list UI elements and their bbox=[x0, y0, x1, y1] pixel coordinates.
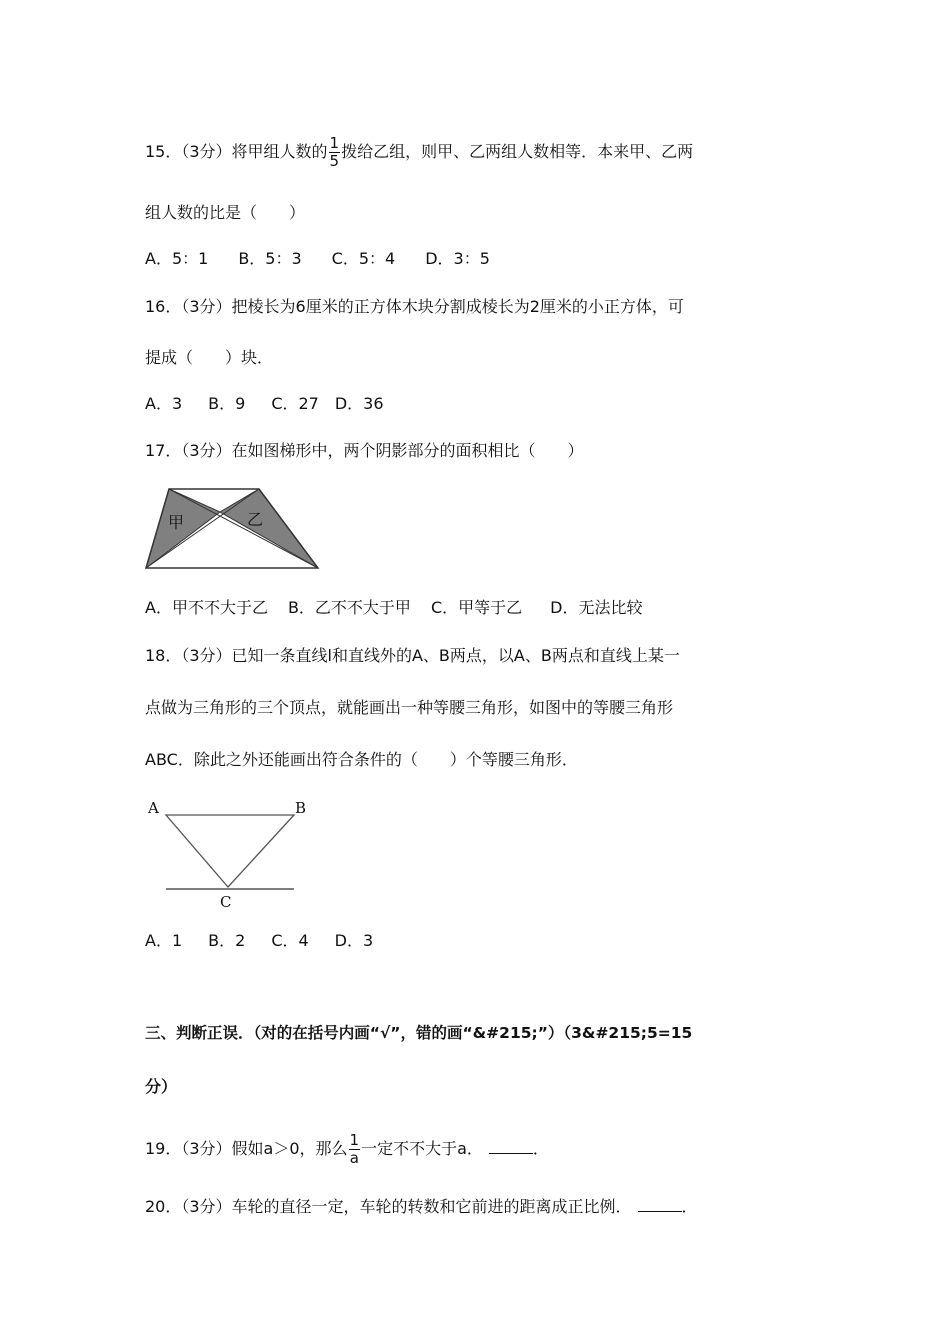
q17-options bbox=[145, 596, 642, 620]
q15-option-b[interactable]: B．5：3 bbox=[238, 249, 302, 268]
q16-line2: 提成（ ）块． bbox=[145, 348, 274, 367]
q16-option-b[interactable]: B．9 bbox=[208, 394, 246, 413]
label-jia: 甲 bbox=[168, 513, 185, 532]
q15-fraction: $\frac{1}{5}$ bbox=[329, 134, 340, 170]
q16-options bbox=[145, 392, 384, 416]
q19-line: 19．（3分）假如a＞0，那么 $\frac{1}{a}$ 一定不不大于a． ． bbox=[145, 1131, 549, 1167]
q20-line: 20．（3分）车轮的直径一定，车轮的转数和它前进的距离成正比例． ． bbox=[145, 1197, 698, 1216]
q20-text: 20．（3分）车轮的直径一定，车轮的转数和它前进的距离成正比例． bbox=[145, 1197, 632, 1216]
q15-suffix: 拨给乙组，则甲、乙两组人数相等．本来甲、乙两 bbox=[341, 142, 694, 161]
label-c: C bbox=[220, 893, 232, 911]
q19-answer-blank[interactable] bbox=[489, 1137, 533, 1154]
q15-prefix: 15．（3分）将甲组人数的 bbox=[145, 142, 328, 161]
q17-option-b[interactable]: B．乙不不大于甲 bbox=[287, 598, 411, 617]
q17-option-d[interactable]: D．无法比较 bbox=[550, 598, 643, 617]
shade-yi bbox=[220, 489, 318, 568]
q15-option-c[interactable]: C．5：4 bbox=[331, 249, 396, 268]
q19-fraction: $\frac{1}{a}$ bbox=[349, 1131, 360, 1167]
q17-option-c[interactable]: C．甲等于乙 bbox=[430, 598, 523, 617]
trapezoid-figure bbox=[144, 486, 322, 572]
q18-option-b[interactable]: B．2 bbox=[208, 931, 246, 950]
q18-line3: ABC．除此之外还能画出符合条件的（ ）个等腰三角形． bbox=[145, 750, 578, 769]
section3-heading-line1: 三、判断正误．（对的在括号内画“√”，错的画“&#215;”）（3&#215;5=15 bbox=[145, 1024, 693, 1042]
label-b: B bbox=[295, 799, 307, 817]
q18-option-d[interactable]: D．3 bbox=[334, 931, 374, 950]
q19-suffix: 一定不不大于a． bbox=[361, 1139, 483, 1158]
section3-heading-line2: 分） bbox=[145, 1077, 178, 1096]
q15-options bbox=[145, 247, 490, 271]
q20-answer-blank[interactable] bbox=[638, 1195, 682, 1212]
q18-option-a[interactable]: A．1 bbox=[145, 931, 183, 950]
label-a: A bbox=[148, 799, 159, 817]
label-yi: 乙 bbox=[247, 510, 264, 529]
q17-option-a[interactable]: A．甲不不大于乙 bbox=[145, 598, 268, 617]
q16-option-a[interactable]: A．3 bbox=[145, 394, 183, 413]
q15-option-d[interactable]: D．3：5 bbox=[425, 249, 490, 268]
q16-line1: 16．（3分）把棱长为6厘米的正方体木块分割成棱长为2厘米的小正方体，可 bbox=[145, 297, 684, 316]
q18-line1: 18．（3分）已知一条直线l和直线外的A、B两点，以A、B两点和直线上某一 bbox=[145, 646, 680, 665]
q18-line2: 点做为三角形的三个顶点，就能画出一种等腰三角形，如图中的等腰三角形 bbox=[145, 698, 674, 717]
q18-options bbox=[145, 929, 373, 953]
q16-option-c[interactable]: C．27 bbox=[271, 394, 319, 413]
q19-prefix: 19．（3分）假如a＞0，那么 bbox=[145, 1139, 348, 1158]
isosceles-triangle-figure bbox=[144, 795, 316, 911]
q18-option-c[interactable]: C．4 bbox=[271, 931, 309, 950]
q16-option-d[interactable]: D．36 bbox=[334, 394, 384, 413]
q15-line1 bbox=[145, 135, 693, 170]
q15-option-a[interactable]: A．5：1 bbox=[145, 249, 209, 268]
q17-line1: 17．（3分）在如图梯形中，两个阴影部分的面积相比（ ） bbox=[145, 441, 584, 460]
q15-line2: 组人数的比是（ ） bbox=[145, 203, 306, 222]
